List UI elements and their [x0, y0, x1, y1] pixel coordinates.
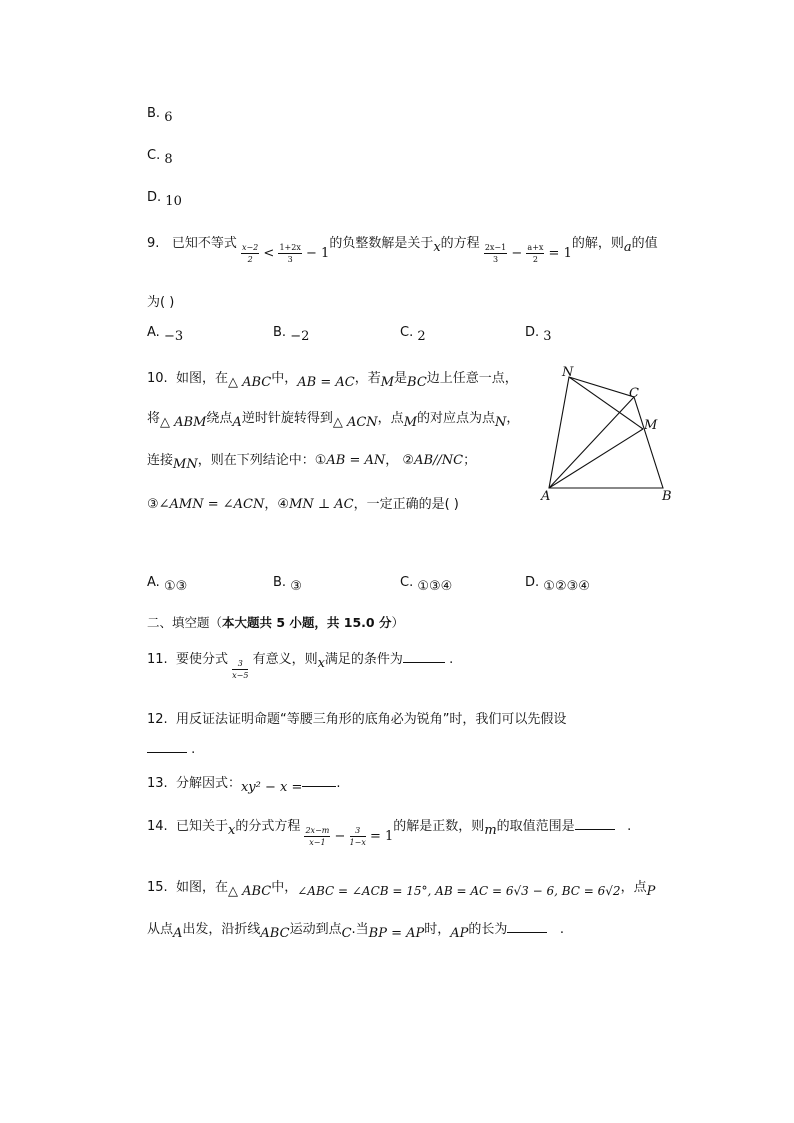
section-2-heading: 二、填空题（本大题共 5 小题，共 15.0 分） [147, 615, 404, 630]
q13-answer-blank[interactable] [302, 774, 336, 787]
option-c-prev: C. 8 [147, 148, 173, 167]
q10-option-b: B. ③ [273, 575, 302, 594]
q9-option-b: B. −2 [273, 325, 310, 344]
label-a: A [541, 489, 551, 502]
q9-option-a: A. −3 [147, 325, 184, 344]
q10-option-c: C. ①③④ [400, 575, 453, 594]
q10-line3: 连接MN，则在下列结论中：①AB = AN， ②AB//NC； [147, 453, 477, 472]
q12-line1: 12. 用反证法证明命题“等腰三角形的底角必为锐角”时，我们可以先假设 [147, 712, 567, 727]
q11-fraction: $\frac{3}{x-5}$ [232, 659, 249, 680]
label-n: N [562, 365, 574, 380]
q15-answer-blank[interactable] [507, 920, 547, 933]
q14-answer-blank[interactable] [575, 817, 615, 830]
label-m: M [644, 418, 658, 433]
q9-fraction-1: $\frac{x-2}{2}$ [241, 243, 259, 264]
q10-option-a: A. ①③ [147, 575, 188, 594]
q9-fraction-3: $\frac{2x-1}{3}$ [484, 243, 507, 264]
q15-line1: 15. 如图，在△ ABC中，∠ABC = ∠ACB = 15°, AB = AC = 6√3 − 6, BC = 6√2，点P [147, 880, 656, 899]
q9-option-d: D. 3 [525, 325, 552, 344]
q9-option-c: C. 2 [400, 325, 426, 344]
label-b: B [662, 489, 672, 502]
q11: 11. 要使分式 $\frac{3}{x-5}$ 有意义，则x满足的条件为 . [147, 652, 454, 680]
q10-geometry-figure [535, 362, 685, 502]
q12-answer-blank[interactable] [147, 740, 187, 753]
option-d-prev: D. 10 [147, 190, 182, 209]
q13: 13. 分解因式：xy² − x = . [147, 776, 341, 795]
q14: 14. 已知关于x的分式方程 $\frac{2x-m}{x-1}$ − $\frac{3}{1-x}$ = 1的解是正数，则m的取值范围是 . [147, 819, 632, 847]
q9-line2: 为( ) [147, 295, 175, 310]
q11-answer-blank[interactable] [403, 650, 445, 663]
q10-line1: 10. 如图，在△ ABC中，AB = AC，若M是BC边上任意一点， [147, 371, 518, 390]
q9-fraction-2: $\frac{1+2x}{3}$ [279, 243, 301, 264]
q14-fraction-1: $\frac{2x-m}{x-1}$ [305, 826, 330, 847]
q15-line2: 从点A出发，沿折线ABC运动到点C.当BP = AP时，AP的长为 . [147, 922, 564, 941]
label-c: C [629, 386, 639, 401]
q10-line4: ③∠AMN = ∠ACN，④MN ⊥ AC，一定正确的是( ) [147, 497, 459, 512]
q9-fraction-4: $\frac{a+x}{2}$ [527, 243, 544, 264]
q12-line2: . [147, 740, 195, 757]
q14-fraction-2: $\frac{3}{1-x}$ [349, 826, 366, 847]
option-b-prev: B. 6 [147, 106, 173, 125]
q9-line1: 9. 已知不等式 $\frac{x-2}{2}$ < $\frac{1+2x}{3}$ − 1的负整数解是关于x的方程 $\frac{2x-1}{3}$ − $\frac{a+x}{2}$ = 1的解，则a的值 [147, 236, 658, 264]
q10-option-d: D. ①②③④ [525, 575, 590, 594]
segment-nm [569, 377, 643, 429]
q10-line2: 将△ ABM绕点A逆时针旋转得到△ ACN，点M的对应点为点N， [147, 411, 520, 430]
